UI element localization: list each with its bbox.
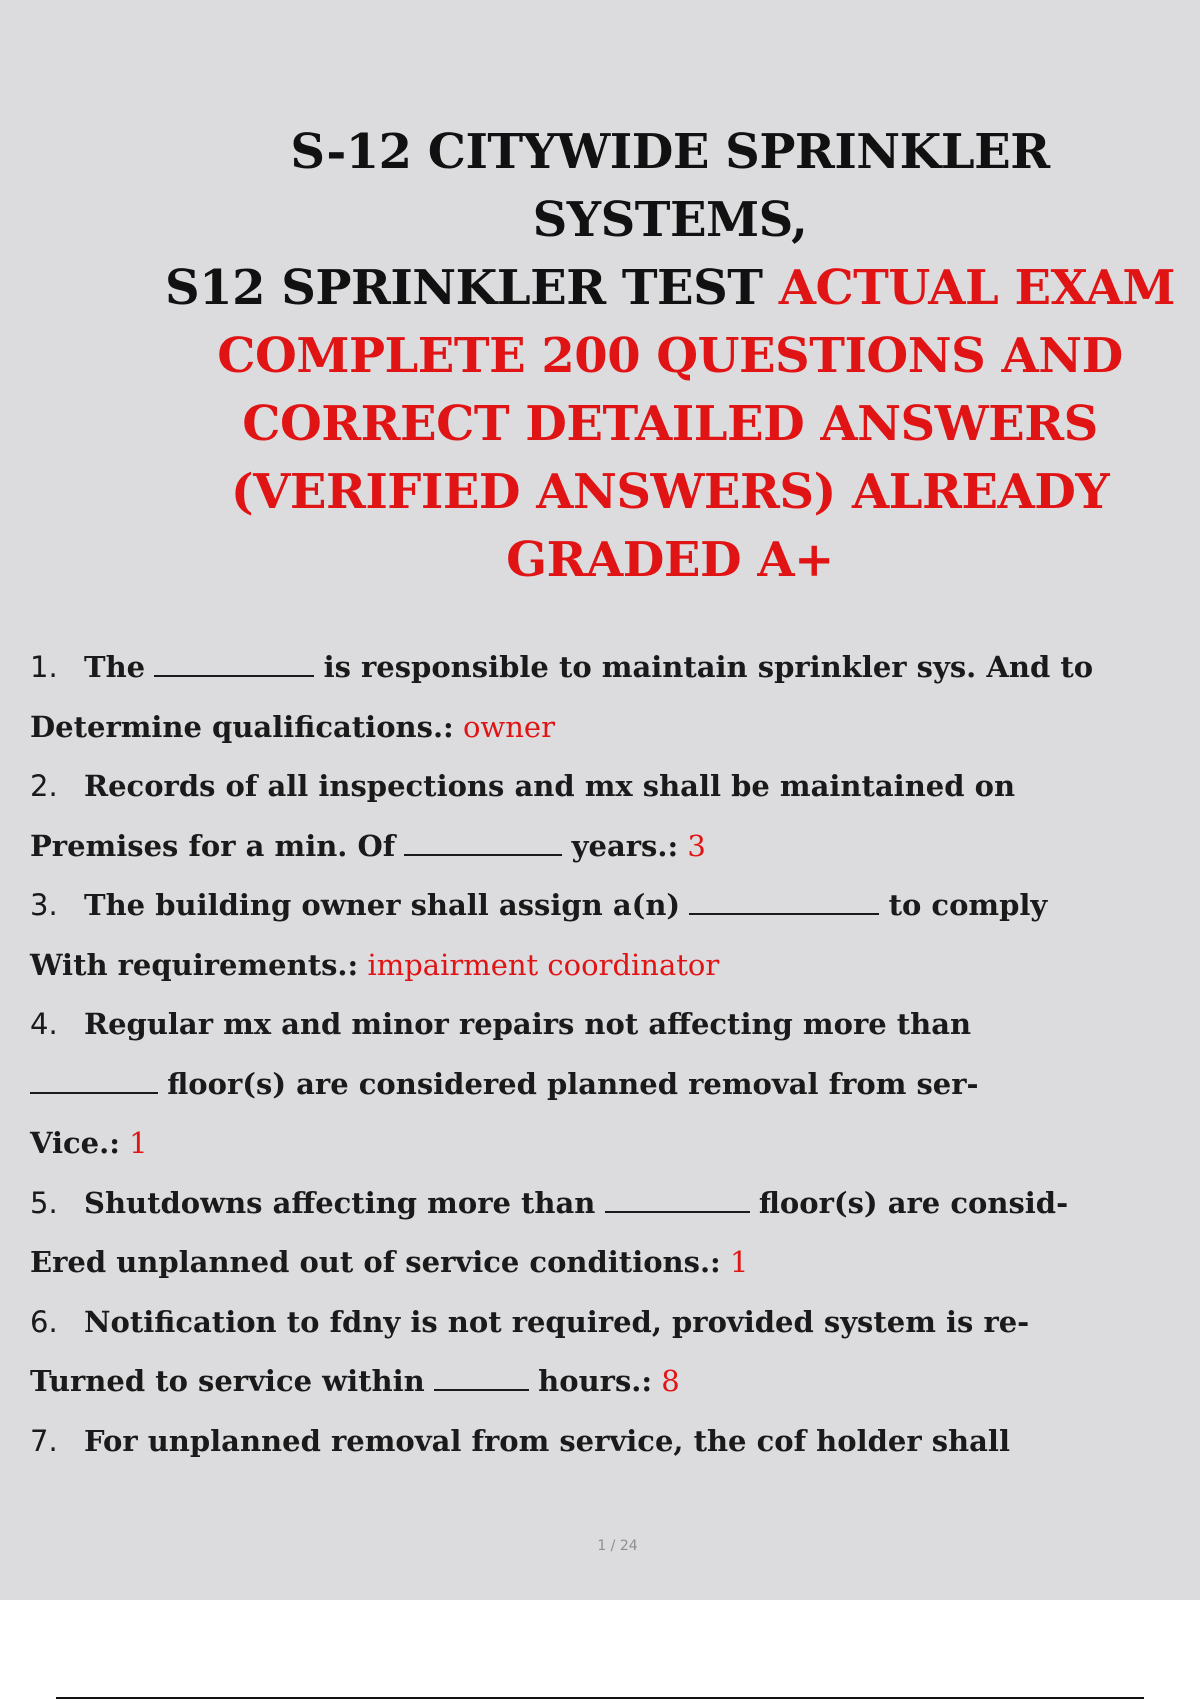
title-line-4: CORRECT DETAILED ANSWERS: [242, 396, 1098, 452]
answer-blank: [434, 1365, 529, 1391]
question-text: The: [84, 650, 146, 684]
question-number: 2.: [30, 769, 58, 803]
answer-text: 3: [687, 828, 706, 863]
question-text: hours.:: [538, 1364, 653, 1398]
question-text: floor(s) are considered planned removal from ser-: [167, 1066, 979, 1101]
footer-divider: [56, 1697, 1144, 1699]
question-text: Shutdowns affecting more than: [84, 1185, 596, 1220]
title-line-2: [150, 254, 1190, 322]
answer-blank: [30, 1068, 158, 1094]
answer-blank: [689, 889, 879, 915]
question-number: 7.: [30, 1423, 58, 1458]
question-number: 3.: [30, 888, 58, 922]
question-text: The building owner shall assign a(n): [84, 888, 681, 922]
question-1-line-2: [30, 698, 1170, 758]
question-text: Regular mx and minor repairs not affecting more than: [84, 1007, 972, 1041]
answer-text: 1: [129, 1126, 148, 1160]
question-text: With requirements.:: [30, 947, 359, 982]
question-number: 1.: [30, 650, 58, 684]
answer-blank: [404, 830, 562, 856]
question-7-line-1: [30, 1412, 1170, 1472]
document-title: [150, 118, 1190, 594]
question-5-line-1: [30, 1174, 1170, 1234]
answer-text: 8: [661, 1364, 680, 1398]
question-number: 6.: [30, 1304, 58, 1339]
answer-blank: [605, 1187, 750, 1213]
question-text: to comply: [888, 888, 1048, 922]
question-list: [30, 638, 1170, 1471]
question-number: 5.: [30, 1185, 58, 1220]
question-text: Notification to fdny is not required, provided system is re-: [84, 1304, 1030, 1339]
question-3-line-2: [30, 936, 1170, 996]
question-5-line-2: [30, 1233, 1170, 1293]
question-text: For unplanned removal from service, the cof holder shall: [84, 1423, 1010, 1458]
title-line-6: GRADED A+: [506, 532, 834, 588]
answer-text: owner: [462, 709, 555, 744]
page-number: 1 / 24: [597, 1538, 638, 1554]
question-1-line-1: [30, 638, 1170, 698]
question-6-line-1: [30, 1293, 1170, 1353]
title-line-2-red: ACTUAL EXAM: [778, 260, 1175, 316]
question-text: Ered unplanned out of service conditions.:: [30, 1245, 721, 1279]
question-text: Records of all inspections and mx shall be maintained on: [84, 769, 1016, 803]
answer-blank: [154, 651, 314, 677]
question-text: Turned to service within: [30, 1364, 425, 1398]
title-line-5: (VERIFIED ANSWERS) ALREADY: [230, 464, 1110, 520]
answer-text: 1: [729, 1245, 749, 1279]
question-4-line-2: [30, 1055, 1170, 1115]
question-text: Premises for a min. Of: [30, 828, 396, 863]
question-number: 4.: [30, 1007, 58, 1041]
question-text: Determine qualifications.:: [30, 709, 454, 744]
title-line-2-black: S12 SPRINKLER TEST: [165, 260, 763, 316]
question-6-line-2: [30, 1352, 1170, 1412]
question-text: Vice.:: [30, 1126, 120, 1160]
question-4-line-1: [30, 995, 1170, 1055]
title-line-1: S-12 CITYWIDE SPRINKLER SYSTEMS,: [290, 124, 1050, 248]
question-text: is responsible to maintain sprinkler sys. And to: [323, 650, 1094, 684]
question-text: years.:: [571, 828, 679, 863]
question-2-line-1: [30, 757, 1170, 817]
question-3-line-1: [30, 876, 1170, 936]
question-2-line-2: [30, 817, 1170, 877]
title-line-3: COMPLETE 200 QUESTIONS AND: [217, 328, 1123, 384]
answer-text: impairment coordinator: [367, 947, 720, 982]
question-4-line-3: [30, 1114, 1170, 1174]
question-text: floor(s) are consid-: [758, 1185, 1069, 1220]
